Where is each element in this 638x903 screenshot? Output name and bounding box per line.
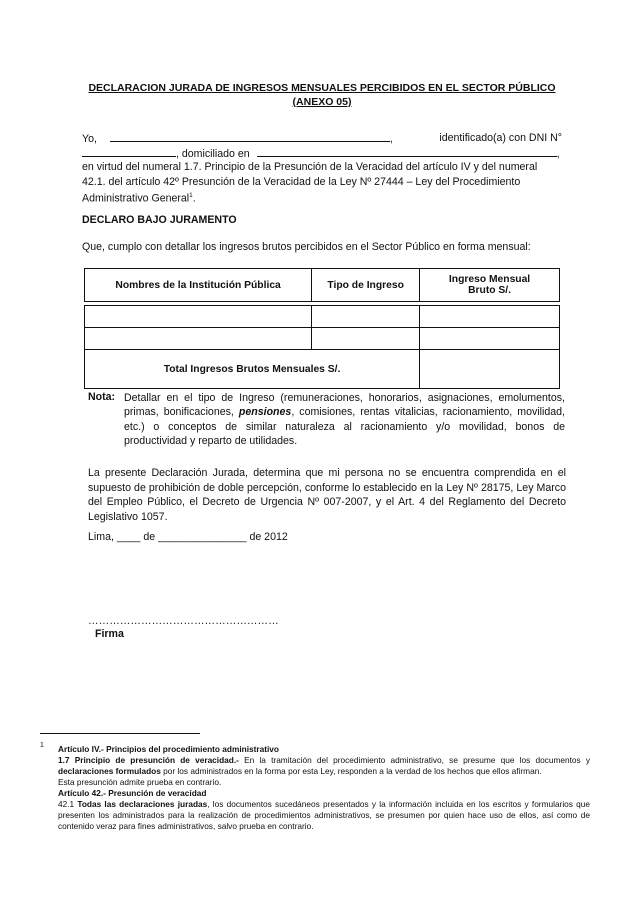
- lima-post: de 2012: [249, 531, 288, 543]
- name-blank[interactable]: [110, 131, 390, 142]
- signature-dots: ………………………………………………: [88, 615, 279, 627]
- intro-line-4: 42.1. del artículo 42º Presunción de la Veracidad de la Ley Nº 27444 – Ley del Procedimiento: [82, 175, 521, 188]
- intro-line-1: Yo, , identificado(a) con DNI N°: [82, 132, 562, 145]
- yo-label: Yo,: [82, 133, 97, 145]
- table-cell[interactable]: [420, 306, 560, 328]
- total-value-cell[interactable]: [420, 350, 560, 389]
- intro-line-3: en virtud del numeral 1.7. Principio de la Presunción de la Veracidad del artículo IV y del numeral: [82, 161, 538, 173]
- lima-pre: Lima, ____ de: [88, 531, 156, 543]
- declaro-heading: DECLARO BAJO JURAMENTO: [82, 214, 237, 226]
- intro-line-2: , domiciliado en ,: [82, 146, 562, 162]
- table-row: [85, 306, 560, 328]
- table-header-row: [85, 269, 560, 302]
- footnote-number: 1: [40, 742, 44, 749]
- footnote-body: [58, 744, 590, 832]
- col-tipo: Tipo de Ingreso: [312, 269, 420, 302]
- fn-p17-text: En la tramitación del procedimiento administrativo, se presume que los documentos y: [238, 755, 591, 765]
- table-cell[interactable]: [420, 328, 560, 350]
- que-cumplo-text: Que, cumplo con detallar los ingresos brutos percibidos en el Sector Público en forma mensual:: [82, 241, 531, 253]
- footnote-p421: [58, 799, 590, 832]
- footnote-separator: [40, 733, 200, 734]
- title-line-1: DECLARACION JURADA DE INGRESOS MENSUALES PERCIBIDOS EN EL SECTOR PÚBLICO: [88, 82, 556, 94]
- table-total-row: [85, 350, 560, 389]
- document-title: [82, 81, 562, 109]
- intro-rest: [82, 160, 562, 206]
- nota-text-post: , comisiones, rentas vitalicias, racionamiento, movilidad, etc.) o conceptos de similar naturaleza al racionamiento y/o movilidad, bonos de productividad y reparto de utilidades.: [124, 406, 565, 447]
- date-blank[interactable]: _______________: [158, 531, 247, 543]
- table-cell[interactable]: [85, 306, 312, 328]
- fn-p421-bold: Todas las declaraciones juradas: [77, 799, 208, 809]
- intro-line-5-text: Administrativo General: [82, 192, 190, 205]
- income-table: [84, 268, 560, 389]
- dni-blank[interactable]: [82, 146, 176, 157]
- nota-emphasis: pensiones: [238, 406, 292, 419]
- domiciliado-label: , domiciliado en: [176, 148, 250, 160]
- fn-p421-text: , los documentos sucedáneos presentados y la información incluida en los escritos y formularios que presenten los administrados para la realización de procedimientos administrativos, se presumen por quien hace uso de ellos, así como de contenido veraz para fines administrativos, salvo prueba en contrario.: [58, 799, 590, 831]
- address-blank[interactable]: [257, 146, 557, 157]
- lima-date-line: [88, 530, 288, 545]
- col-ingreso: Ingreso Mensual Bruto S/.: [420, 269, 560, 302]
- intro-line-5: Administrativo General$^1$.: [82, 192, 196, 205]
- table-row: [85, 328, 560, 350]
- footnote-p17: [58, 755, 590, 777]
- footnote-ref: 1: [189, 192, 193, 199]
- identificado-label: identificado(a) con DNI N°: [439, 132, 562, 144]
- footnote-heading-2: Artículo 42.- Presunción de veracidad: [58, 788, 207, 798]
- table-cell[interactable]: [312, 306, 420, 328]
- nota-label: Nota:: [88, 391, 116, 403]
- footnote-p17-line3: Esta presunción admite prueba en contrario.: [58, 777, 222, 787]
- fn-p17-bold2: declaraciones formulados: [58, 766, 161, 776]
- nota-text: [124, 391, 565, 448]
- total-label: Total Ingresos Brutos Mensuales S/.: [85, 350, 420, 389]
- nota-text-pre: Detallar en el tipo de Ingreso (remuneraciones, honorarios, asignaciones, emolumentos, primas, bonificaciones,: [124, 392, 565, 419]
- presente-paragraph: La presente Declaración Jurada, determina que mi persona no se encuentra comprendida en el supuesto de prohibición de doble percepción, conforme lo establecido en la Ley Nº 28175, Ley Marco del Empleo Público, el Decreto de Urgencia Nº 007-2007, y el Art. 4 del Reglamento del Decreto Legislativo 1057.: [88, 467, 566, 523]
- footnote-heading-1: Artículo IV.- Principios del procedimiento administrativo: [58, 744, 279, 754]
- col-institucion: Nombres de la Institución Pública: [85, 269, 312, 302]
- fn-p421-pre: 42.1: [58, 799, 78, 809]
- title-line-2: (ANEXO 05): [292, 96, 352, 108]
- fn-p17-bold: 1.7 Principio de presunción de veracidad.-: [58, 755, 239, 765]
- firma-label: Firma: [95, 628, 124, 640]
- table-cell[interactable]: [312, 328, 420, 350]
- fn-p17-text2: por los administrados en la forma por esta Ley, responden a la verdad de los hechos que ellos afirman.: [160, 766, 542, 776]
- table-cell[interactable]: [85, 328, 312, 350]
